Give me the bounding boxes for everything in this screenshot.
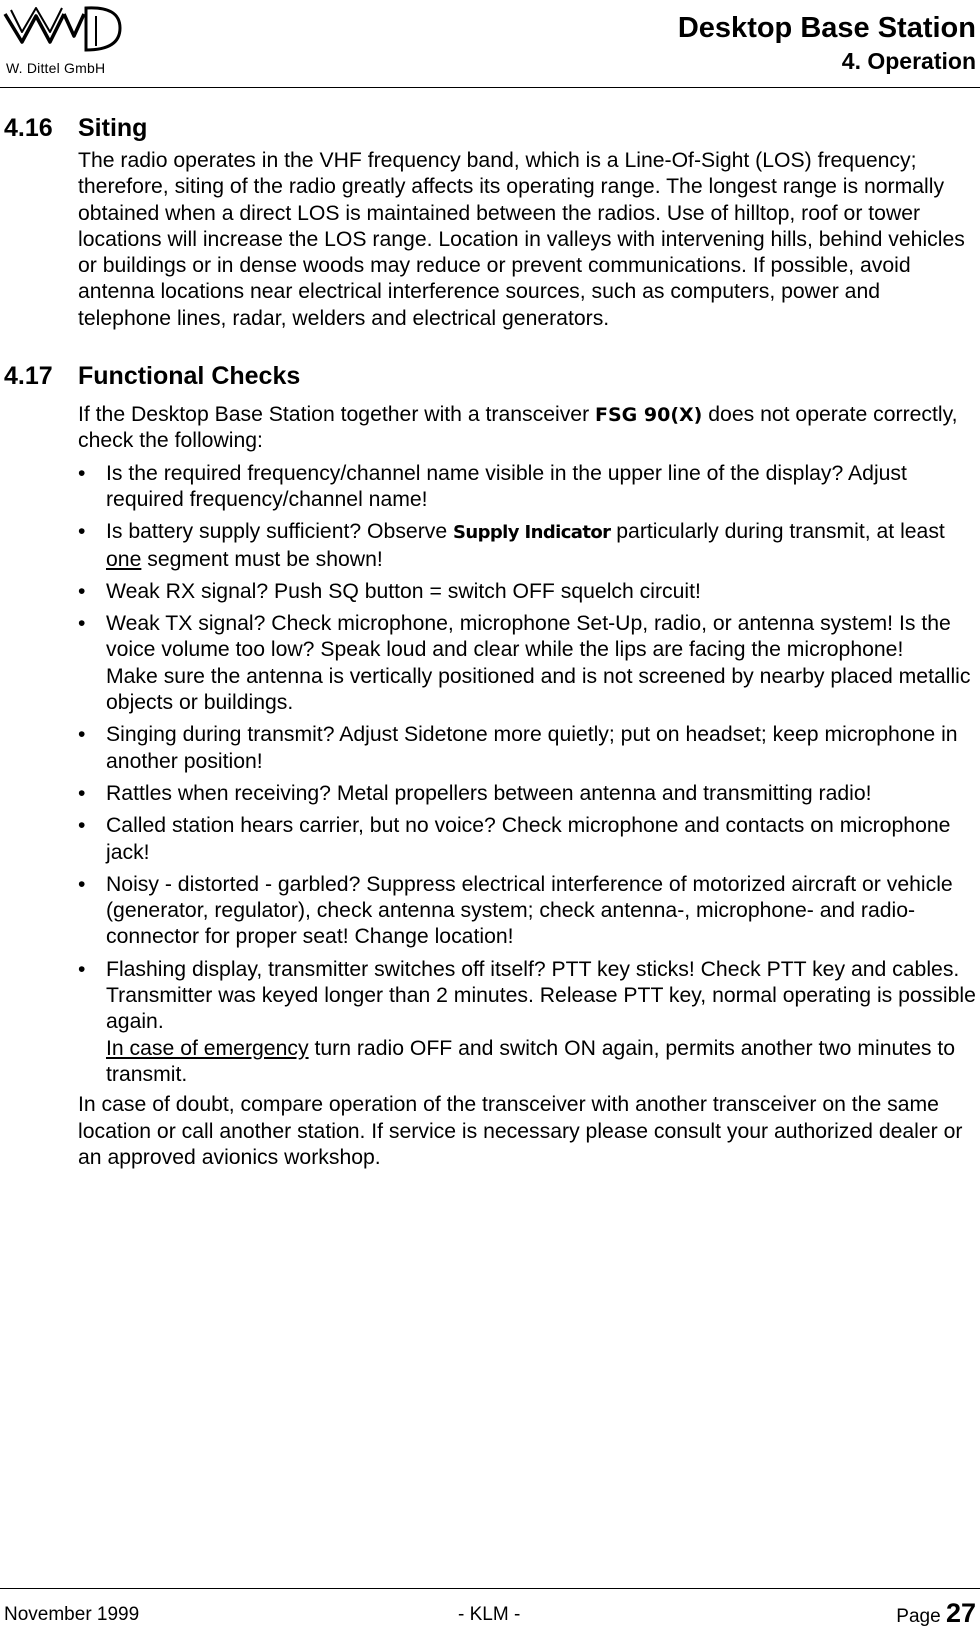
list-item-text: Make sure the antenna is vertically positioned and is not screened by nearby placed metallic objects or buildings. — [106, 664, 971, 715]
section-spacer — [0, 332, 980, 362]
list-item-text: Rattles when receiving? Metal propellers between antenna and transmitting radio! — [106, 781, 872, 805]
list-item-text: Singing during transmit? Adjust Sidetone more quietly; put on headset; keep microphone in another position! — [106, 723, 958, 773]
page-number-value: 27 — [945, 1598, 976, 1628]
list-item — [78, 461, 976, 514]
list-item-text: segment must be shown! — [141, 547, 383, 571]
section-number: 4.16 — [4, 114, 53, 142]
page-number — [896, 1598, 976, 1629]
section-title: Functional Checks — [78, 362, 301, 391]
list-item — [78, 957, 976, 1088]
footer-document-code: - KLM - — [458, 1604, 521, 1625]
section-title: Siting — [78, 114, 148, 142]
underlined-phrase: In case of emergency — [106, 1036, 309, 1060]
bullet-icon: • — [78, 814, 86, 838]
intro-text: If the Desktop Base Station together with a transceiver — [78, 403, 596, 427]
section-number: 4.17 — [4, 362, 53, 391]
bullet-icon: • — [78, 723, 86, 747]
list-item-text: Flashing display, transmitter switches off itself? PTT key sticks! Check PTT key and cables. Transmitter was keyed longer than 2 minutes. Release PTT key, normal operating is possible again. — [106, 957, 976, 1034]
document-title: Desktop Base Station — [677, 12, 976, 44]
intro-text: does not operate correctly, check the following: — [78, 403, 958, 453]
list-item-text: turn radio OFF and switch ON again, permits another two minutes to transmit. — [106, 1036, 956, 1086]
bullet-icon: • — [78, 781, 86, 805]
chapter-title: 4. Operation — [841, 48, 976, 74]
bullet-icon: • — [78, 520, 86, 544]
list-item-text: Called station hears carrier, but no voice? Check microphone and contacts on microphone jack! — [106, 814, 951, 864]
header-divider — [0, 87, 980, 88]
page-footer — [0, 1598, 980, 1630]
list-item — [78, 872, 976, 951]
bullet-icon: • — [78, 461, 86, 485]
list-item-text: Is the required frequency/channel name visible in the upper line of the display? Adjust required frequency/channel name! — [106, 461, 907, 511]
section-heading-functional-checks — [0, 362, 980, 396]
list-item — [78, 781, 976, 807]
section-heading-siting — [0, 114, 980, 148]
footer-divider — [0, 1588, 980, 1589]
wd-logo-icon — [2, 2, 124, 62]
list-item — [78, 611, 976, 716]
underlined-word: one — [106, 547, 142, 571]
company-name: W. Dittel GmbH — [6, 60, 106, 76]
list-item-text: Weak TX signal? Check microphone, microphone Set-Up, radio, or antenna system! Is the voice volume too low? Speak loud and clear while the lips are facing the microphone! — [106, 612, 951, 662]
page-header — [0, 0, 980, 88]
functional-checks-intro — [78, 402, 974, 455]
checklist — [0, 461, 980, 1089]
bullet-icon: • — [78, 612, 86, 636]
list-item — [78, 519, 976, 573]
closing-paragraph: In case of doubt, compare operation of the transceiver with another transceiver on the same location or call another station. If service is necessary please consult your authorized dealer or an approved avionics workshop. — [78, 1093, 963, 1169]
product-name: FSG 90(X) — [595, 404, 703, 427]
footer-date: November 1999 — [4, 1604, 140, 1625]
bullet-icon: • — [78, 872, 86, 896]
page-label: Page — [896, 1606, 946, 1627]
list-item — [78, 579, 976, 605]
bullet-icon: • — [78, 579, 86, 603]
list-item-text: Weak RX signal? Push SQ button = switch OFF squelch circuit! — [106, 579, 701, 603]
company-logo — [2, 2, 124, 78]
list-item — [78, 722, 976, 775]
list-item-text: particularly during transmit, at least — [610, 520, 945, 544]
list-item — [78, 813, 976, 866]
bullet-icon: • — [78, 957, 86, 981]
siting-paragraph: The radio operates in the VHF frequency band, which is a Line-Of-Sight (LOS) frequency; therefore, siting of the radio greatly affects its operating range. The longest range is normally obtained when a direct LOS is maintained between the radios. Use of hilltop, roof or tower locations will increase the LOS range. Location in valleys with intervening hills, behind vehicles or buildings or in dense woods may reduce or prevent communications. If possible, avoid antenna locations near electrical interference sources, such as computers, power and telephone lines, radar, welders and electrical generators. — [78, 149, 965, 330]
supply-indicator-term: Supply Indicator — [453, 522, 611, 544]
page-content — [0, 114, 980, 1171]
list-item-text: Is battery supply sufficient? Observe — [106, 520, 454, 544]
list-item-text: Noisy - distorted - garbled? Suppress electrical interference of motorized aircraft or vehicle (generator, regulator), check antenna system; check antenna-, microphone- and radio- connector for proper seat! Change location! — [106, 872, 953, 949]
